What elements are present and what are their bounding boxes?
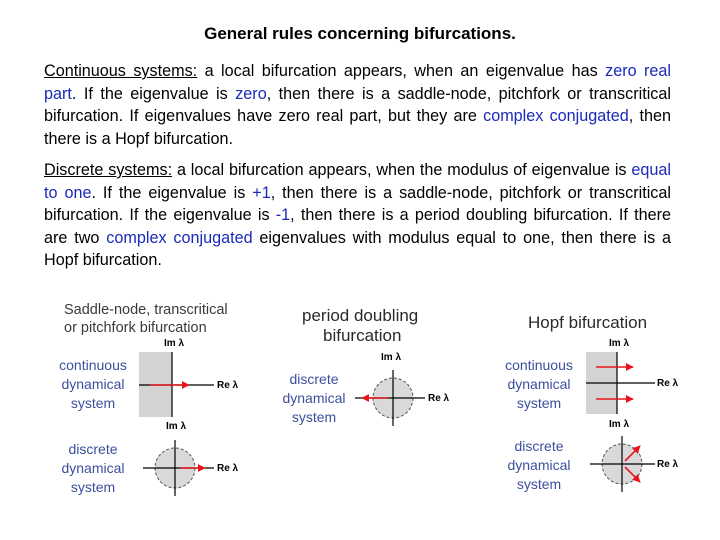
hopf-continuous-re-label: Re λ <box>657 378 679 389</box>
system-label-line: continuous <box>59 357 127 373</box>
continuous-systems-heading: Continuous systems: <box>44 62 198 80</box>
saddle-continuous-system-label <box>48 356 138 413</box>
discrete-text-1: a local bifurcation appears, when the modulus of eigenvalue is <box>172 161 632 179</box>
system-label-line: system <box>291 409 337 425</box>
saddle-discrete-im-label: Im λ <box>166 421 187 432</box>
period-re-label: Re λ <box>428 393 450 404</box>
system-label-line: discrete <box>68 441 118 457</box>
period-discrete-system-label <box>269 370 359 427</box>
continuous-highlight-zero: zero <box>235 84 267 103</box>
hopf-continuous-diagram <box>586 352 655 414</box>
discrete-text-4: , then there is a period doubling bifurcation. If there are two <box>44 206 671 247</box>
continuous-text-3: , then there is a saddle-node, pitchfork or transcritical bifurcation. If eigenvalues have zero real part, but they are <box>44 84 671 126</box>
discrete-text-2: . If the eigenvalue is <box>91 183 253 202</box>
discrete-highlight-equal-to-one: equal to one <box>44 161 671 202</box>
continuous-highlight-zero-real-part: zero real part <box>44 62 672 103</box>
system-label-line: dynamical <box>282 390 346 406</box>
period-im-label: Im λ <box>381 352 402 363</box>
continuous-highlight-complex-conjugated: complex conjugated <box>483 107 629 126</box>
system-label-line: system <box>516 395 562 411</box>
system-label-line: system <box>70 395 116 411</box>
system-label-line: discrete <box>514 438 564 454</box>
hopf-continuous-system-label <box>494 356 584 413</box>
system-label-line: dynamical <box>507 457 571 473</box>
saddle-discrete-diagram <box>143 440 214 496</box>
saddle-discrete-re-label: Re λ <box>217 463 239 474</box>
hopf-discrete-diagram <box>590 436 655 492</box>
system-label-line: dynamical <box>61 460 125 476</box>
discrete-systems-heading: Discrete systems: <box>44 161 173 179</box>
system-label-line: continuous <box>505 357 573 373</box>
saddle-continuous-re-label: Re λ <box>217 380 239 391</box>
discrete-highlight-complex-conjugated: complex conjugated <box>106 228 253 247</box>
system-label-line: system <box>516 476 562 492</box>
system-label-line: system <box>70 479 116 495</box>
discrete-highlight-minus-one: -1 <box>275 206 291 225</box>
saddle-node-label-line1: Saddle-node, transcritical <box>64 302 228 318</box>
hopf-discrete-re-label: Re λ <box>657 459 679 470</box>
period-doubling-label-line1: period doubling <box>302 306 419 325</box>
hopf-discrete-im-label: Im λ <box>609 419 630 430</box>
saddle-discrete-system-label <box>48 440 138 497</box>
saddle-continuous-im-label: Im λ <box>164 338 185 349</box>
continuous-text-1: a local bifurcation appears, when an eigenvalue has <box>197 62 606 80</box>
period-doubling-label-line2: bifurcation <box>323 326 402 345</box>
system-label-line: dynamical <box>61 376 125 392</box>
period-doubling-diagram <box>355 370 425 426</box>
hopf-continuous-im-label: Im λ <box>609 338 630 349</box>
saddle-continuous-diagram <box>139 352 214 417</box>
hopf-label: Hopf bifurcation <box>528 313 648 332</box>
discrete-text-3: , then there is a saddle-node, pitchfork or transcritical bifurcation. If the eigenvalue is <box>44 183 671 225</box>
saddle-node-label-line2: or pitchfork bifurcation <box>64 320 207 336</box>
hopf-discrete-system-label <box>494 437 584 494</box>
system-label-line: discrete <box>289 371 339 387</box>
page-title: General rules concerning bifurcations. <box>204 24 516 43</box>
continuous-text-4: , then there is a Hopf bifurcation. <box>44 107 671 148</box>
discrete-text-5: eigenvalues with modulus equal to one, then there is a Hopf bifurcation. <box>44 228 671 270</box>
continuous-text-2: . If the eigenvalue is <box>71 84 236 103</box>
discrete-highlight-plus-one: +1 <box>252 183 271 202</box>
system-label-line: dynamical <box>507 376 571 392</box>
